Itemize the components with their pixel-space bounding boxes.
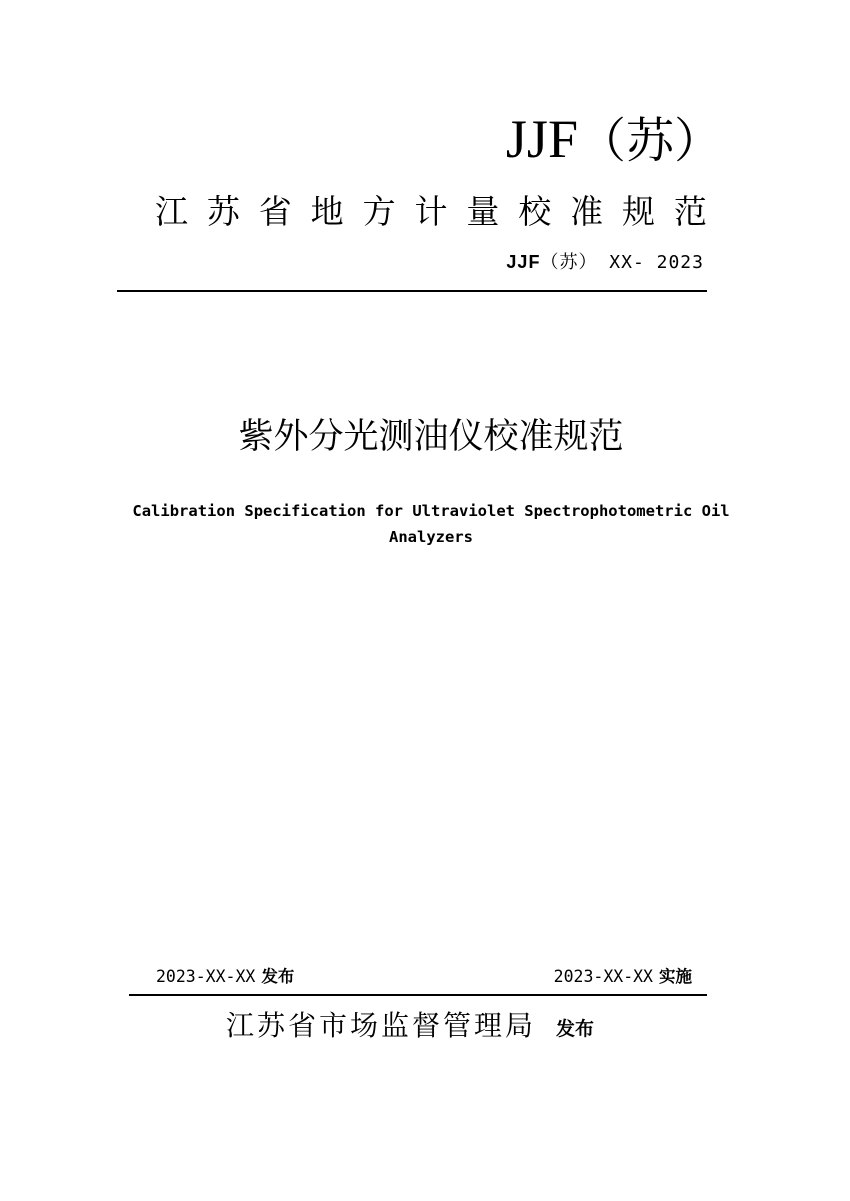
spec-code-prefix: JJF [506,252,541,272]
title-english: Calibration Specification for Ultraviolet Spectrophotometric Oil Analyzers [132,502,730,546]
issuer-action: 发布 [556,1018,595,1040]
spec-code-number: （苏） XX- 2023 [540,252,704,273]
spec-type-char: 省 [258,192,292,231]
spec-type-char: 范 [673,192,707,231]
jjf-mark-latin: JJF [505,109,578,169]
spec-type-char: 规 [622,192,656,231]
issue-date-line [156,963,294,987]
implement-date-line [554,963,692,987]
implement-date: 2023-XX-XX [553,967,653,986]
spec-type-char: 准 [570,192,604,231]
issue-date: 2023-XX-XX [156,967,256,986]
spec-type-char: 校 [518,192,552,231]
spec-code [506,248,704,274]
spec-type-heading [155,192,707,232]
implement-date-label: 实施 [659,967,692,986]
spec-type-char: 计 [414,192,448,231]
footer-divider [129,994,707,996]
title-chinese: 紫外分光测油仪校准规范 [238,417,624,457]
issuer-name: 江苏省市场监督管理局 [226,1009,537,1042]
jjf-mark [505,109,722,169]
jjf-mark-province: （苏） [577,113,722,169]
issuer-line [226,1004,594,1044]
spec-type-char: 地 [310,192,344,231]
spec-type-char: 苏 [206,192,240,231]
header-divider [117,290,707,292]
spec-type-char: 江 [155,192,188,231]
issue-date-label: 发布 [261,967,295,986]
spec-type-char: 方 [362,192,396,231]
spec-type-char: 量 [466,192,500,231]
